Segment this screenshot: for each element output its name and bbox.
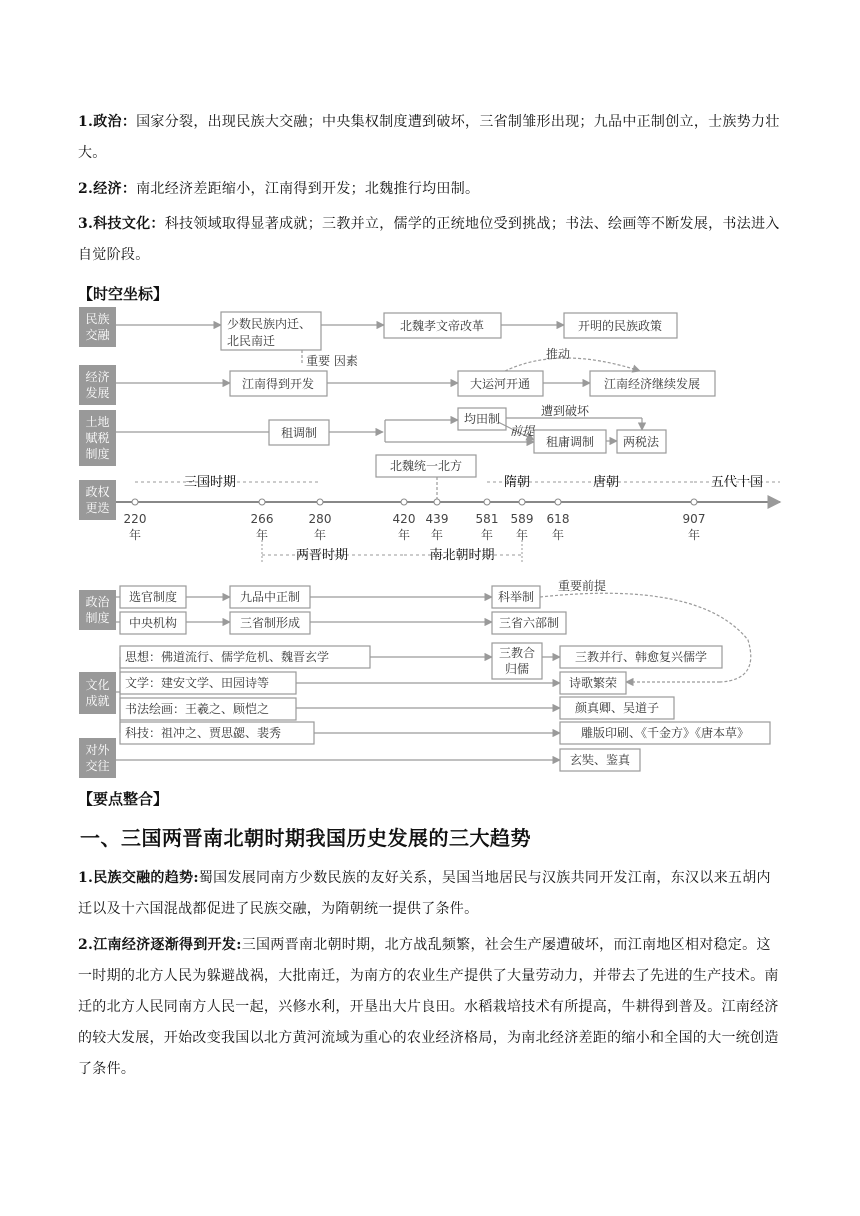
- svg-text:政治: 政治: [85, 595, 110, 609]
- year-dot: [519, 499, 525, 505]
- point-2-label: 2.江南经济逐渐得到开发:: [78, 937, 242, 953]
- svg-text:文化: 文化: [85, 678, 110, 692]
- row-label-zhengzhi: [79, 590, 116, 630]
- svg-text:经济: 经济: [85, 370, 110, 384]
- node-liubu: 三省六部制: [498, 616, 560, 630]
- period-nanbeichao: 南北朝时期: [429, 548, 495, 563]
- svg-text:交融: 交融: [85, 328, 110, 342]
- year-unit: 年: [430, 528, 444, 542]
- row-label-wenhua: [79, 672, 116, 714]
- section-spacetime: 【时空坐标】: [78, 285, 169, 303]
- year-label: 439: [425, 512, 449, 526]
- year-label: 589: [510, 512, 534, 526]
- year-label: 220: [123, 512, 147, 526]
- node-shufa: 书法绘画：王羲之、顾恺之: [125, 702, 270, 716]
- year-unit: 年: [687, 528, 701, 542]
- intro-politics-label: 1.政治：: [78, 114, 137, 130]
- year-dot: [691, 499, 697, 505]
- node-minzu1-line2: 北民南迁: [227, 334, 276, 348]
- period-sui: 隋朝: [503, 475, 531, 490]
- node-diaoban: 雕版印刷、《千金方》《唐本草》: [580, 726, 750, 740]
- intro-politics-text: 国家分裂，出现民族大交融；中央集权制度遭到破坏，三省制雏形出现；九品中正制创立，士族势力壮大。: [78, 114, 780, 161]
- year-dot: [484, 499, 490, 505]
- intro-culture-label: 3.科技文化：: [78, 216, 165, 232]
- point-1-text: 蜀国发展同南方少数民族的友好关系，吴国当地居民与汉族共同开发江南，东汉以来五胡内迁以及十六国混战都促进了民族交融，为隋朝统一提供了条件。: [78, 870, 771, 917]
- year-label: 581: [475, 512, 499, 526]
- node-xuanzang: 玄奘、鉴真: [569, 753, 631, 767]
- row-label-minzu: [79, 307, 116, 347]
- row-label-duiwai: [79, 738, 116, 778]
- node-minzu2: 北魏孝文帝改革: [399, 319, 485, 333]
- year-label: 420: [392, 512, 416, 526]
- node-sanjiao-line1: 三教合: [498, 646, 536, 660]
- node-bingxing: 三教并行、韩愈复兴儒学: [574, 650, 708, 664]
- period-tang: 唐朝: [592, 475, 620, 490]
- svg-text:更迭: 更迭: [85, 501, 110, 515]
- svg-text:土地: 土地: [85, 415, 110, 429]
- svg-text:政权: 政权: [85, 485, 110, 499]
- year-unit: 年: [255, 528, 269, 542]
- row-label-jingji: [79, 365, 116, 405]
- point-1: [78, 863, 783, 925]
- year-unit: 年: [397, 528, 411, 542]
- label-zhongyao-qianti: 重要前提: [557, 579, 607, 593]
- row-label-zhengquan: [79, 480, 116, 520]
- node-liangshui: 两税法: [622, 435, 660, 449]
- node-zudiao: 租调制: [280, 426, 318, 440]
- period-sanguo: 三国时期: [183, 475, 237, 490]
- node-xuanguan: 选官制度: [128, 590, 178, 604]
- point-2-text: 三国两晋南北朝时期，北方战乱频繁，社会生产屡遭破坏，而江南地区相对稳定。这一时期的北方人民为躲避战祸，大批南迁，为南方的农业生产提供了大量劳动力，并带去了先进的生产技术。南迁的北方人民同南方人民一起，兴修水利，开垦出大片良田。水稻栽培技术有所提高，牛耕得到普及。江南经济的较大发展，开始改变我国以北方黄河流域为重心的农业经济格局，为南北经济差距的缩小和全国的大一统创造了条件。: [78, 937, 779, 1077]
- row-label-tudi: [79, 410, 116, 466]
- svg-text:交往: 交往: [85, 759, 110, 773]
- node-jiupin: 九品中正制: [239, 590, 301, 604]
- node-wenxue: 文学：建安文学、田园诗等: [125, 676, 270, 690]
- node-yanzhen: 颜真卿、吴道子: [574, 701, 660, 715]
- node-minzu3: 开明的民族政策: [577, 319, 663, 333]
- year-label: 280: [308, 512, 332, 526]
- point-1-label: 1.民族交融的趋势:: [78, 870, 199, 886]
- node-keju: 科举制: [497, 590, 535, 604]
- year-dot: [259, 499, 265, 505]
- node-zuyong: 租庸调制: [545, 435, 595, 449]
- year-label: 907: [682, 512, 706, 526]
- svg-text:对外: 对外: [85, 743, 110, 757]
- year-unit: 年: [515, 528, 529, 542]
- intro-economy-text: 南北经济差距缩小，江南得到开发；北魏推行均田制。: [136, 181, 480, 197]
- year-dot: [317, 499, 323, 505]
- svg-text:民族: 民族: [85, 312, 110, 326]
- label-qianti: 前提: [509, 424, 535, 438]
- node-beiwei: 北魏统一北方: [389, 459, 463, 473]
- label-tuidong: 推动: [545, 347, 571, 361]
- svg-text:成就: 成就: [85, 694, 110, 708]
- node-sixiang: 思想：佛道流行、儒学危机、魏晋玄学: [125, 650, 330, 664]
- section-points: 【要点整合】: [78, 790, 169, 808]
- node-jingji3: 江南经济继续发展: [603, 377, 701, 391]
- node-jingji1: 江南得到开发: [241, 377, 315, 391]
- year-label: 618: [546, 512, 570, 526]
- year-dot: [434, 499, 440, 505]
- node-shige: 诗歌繁荣: [568, 676, 618, 690]
- node-sansheng: 三省制形成: [239, 616, 301, 630]
- year-unit: 年: [551, 528, 565, 542]
- svg-text:制度: 制度: [85, 611, 110, 625]
- label-important-factor: 重要 因素: [306, 354, 358, 368]
- label-zaodao: 遭到破坏: [540, 404, 590, 418]
- year-dot: [401, 499, 407, 505]
- node-jingji2: 大运河开通: [469, 377, 531, 391]
- svg-text:赋税: 赋税: [85, 431, 110, 445]
- node-sanjiao-line2: 归儒: [504, 662, 530, 676]
- node-keji: 科技：祖冲之、贾思勰、裴秀: [125, 726, 282, 740]
- year-dot: [132, 499, 138, 505]
- year-unit: 年: [128, 528, 142, 542]
- svg-text:发展: 发展: [85, 386, 110, 400]
- svg-text:制度: 制度: [85, 447, 110, 461]
- year-unit: 年: [313, 528, 327, 542]
- node-zhongyang: 中央机构: [128, 616, 178, 630]
- period-wudai: 五代十国: [710, 475, 764, 490]
- intro-economy-label: 2.经济：: [78, 181, 137, 197]
- year-dot: [555, 499, 561, 505]
- year-label: 266: [250, 512, 274, 526]
- node-juntian: 均田制: [463, 412, 501, 426]
- section-heading: 一、三国两晋南北朝时期我国历史发展的三大趋势: [80, 826, 531, 850]
- intro-culture-text: 科技领域取得显著成就；三教并立，儒学的正统地位受到挑战；书法、绘画等不断发展，书法进入自觉阶段。: [78, 216, 780, 263]
- node-minzu1-line1: 少数民族内迁、: [227, 317, 312, 331]
- year-unit: 年: [480, 528, 494, 542]
- period-liangjin: 两晋时期: [295, 548, 349, 563]
- point-2: [78, 930, 783, 1085]
